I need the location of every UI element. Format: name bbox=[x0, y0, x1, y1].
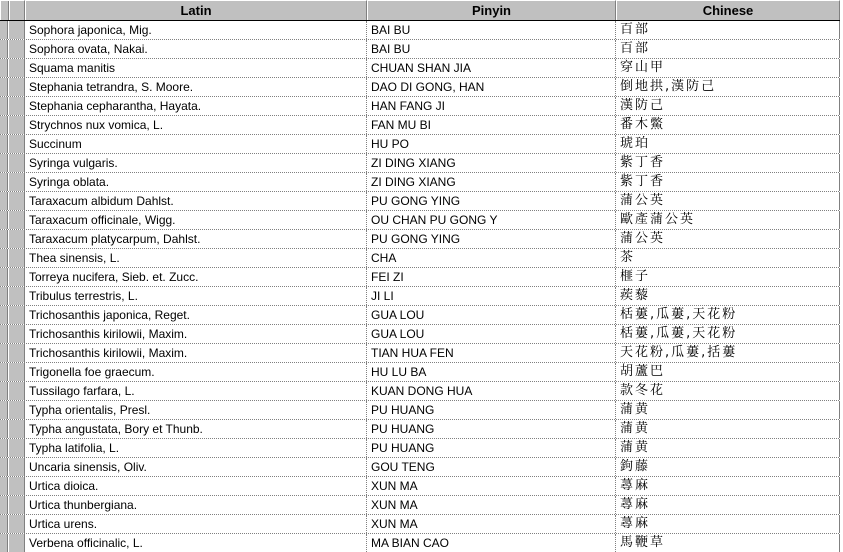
cell-pinyin[interactable]: GOU TENG bbox=[367, 458, 616, 476]
row-selector[interactable] bbox=[0, 496, 25, 514]
row-selector[interactable] bbox=[0, 173, 25, 191]
cell-chinese[interactable]: 蒲黄 bbox=[616, 401, 840, 419]
row-selector[interactable] bbox=[0, 420, 25, 438]
cell-pinyin[interactable]: HU LU BA bbox=[367, 363, 616, 381]
cell-pinyin[interactable]: BAI BU bbox=[367, 40, 616, 58]
header-row bbox=[0, 0, 843, 21]
cell-latin[interactable]: Stephania tetrandra, S. Moore. bbox=[25, 78, 367, 96]
row-selector[interactable] bbox=[0, 439, 25, 457]
cell-chinese[interactable]: 穿山甲 bbox=[616, 59, 840, 77]
cell-latin[interactable]: Strychnos nux vomica, L. bbox=[25, 116, 367, 134]
cell-pinyin[interactable]: TIAN HUA FEN bbox=[367, 344, 616, 362]
row-selector[interactable] bbox=[0, 534, 25, 552]
cell-latin[interactable]: Taraxacum albidum Dahlst. bbox=[25, 192, 367, 210]
cell-pinyin[interactable]: JI LI bbox=[367, 287, 616, 305]
table-row[interactable] bbox=[0, 287, 843, 306]
table-row[interactable] bbox=[0, 420, 843, 439]
cell-chinese[interactable]: 榧子 bbox=[616, 268, 840, 286]
cell-latin[interactable]: Uncaria sinensis, Oliv. bbox=[25, 458, 367, 476]
cell-latin[interactable]: Urtica urens. bbox=[25, 515, 367, 533]
cell-latin[interactable]: Typha orientalis, Presl. bbox=[25, 401, 367, 419]
cell-chinese[interactable]: 倒地拱,漢防己 bbox=[616, 78, 840, 96]
cell-chinese[interactable]: 蒺藜 bbox=[616, 287, 840, 305]
table-row[interactable] bbox=[0, 458, 843, 477]
cell-latin[interactable]: Torreya nucifera, Sieb. et. Zucc. bbox=[25, 268, 367, 286]
table-row[interactable] bbox=[0, 363, 843, 382]
row-selector[interactable] bbox=[0, 135, 25, 153]
cell-pinyin[interactable]: GUA LOU bbox=[367, 306, 616, 324]
row-selector[interactable] bbox=[0, 78, 25, 96]
table-row[interactable] bbox=[0, 249, 843, 268]
table-row[interactable] bbox=[0, 306, 843, 325]
column-header-latin[interactable]: Latin bbox=[25, 0, 367, 20]
row-selector[interactable] bbox=[0, 192, 25, 210]
cell-chinese[interactable]: 款冬花 bbox=[616, 382, 840, 400]
cell-latin[interactable]: Urtica thunbergiana. bbox=[25, 496, 367, 514]
cell-latin[interactable]: Tribulus terrestris, L. bbox=[25, 287, 367, 305]
cell-chinese[interactable]: 番木鱉 bbox=[616, 116, 840, 134]
table-row[interactable] bbox=[0, 230, 843, 249]
row-selector[interactable] bbox=[0, 287, 25, 305]
cell-pinyin[interactable]: CHA bbox=[367, 249, 616, 267]
cell-chinese[interactable]: 蒲黄 bbox=[616, 439, 840, 457]
cell-chinese[interactable]: 漢防己 bbox=[616, 97, 840, 115]
cell-pinyin[interactable]: HAN FANG JI bbox=[367, 97, 616, 115]
row-selector[interactable] bbox=[0, 230, 25, 248]
table-row[interactable] bbox=[0, 21, 843, 40]
header-row-selector[interactable] bbox=[0, 0, 25, 20]
cell-latin[interactable]: Trichosanthis japonica, Reget. bbox=[25, 306, 367, 324]
cell-chinese[interactable]: 蒲黄 bbox=[616, 420, 840, 438]
table-row[interactable] bbox=[0, 211, 843, 230]
cell-latin[interactable]: Taraxacum officinale, Wigg. bbox=[25, 211, 367, 229]
cell-latin[interactable]: Typha angustata, Bory et Thunb. bbox=[25, 420, 367, 438]
cell-latin[interactable]: Trigonella foe graecum. bbox=[25, 363, 367, 381]
cell-pinyin[interactable]: PU GONG YING bbox=[367, 192, 616, 210]
cell-chinese[interactable]: 馬鞭草 bbox=[616, 534, 840, 552]
table-body bbox=[0, 21, 843, 552]
cell-pinyin[interactable]: XUN MA bbox=[367, 515, 616, 533]
cell-latin[interactable]: Tussilago farfara, L. bbox=[25, 382, 367, 400]
cell-chinese[interactable]: 栝蔞,瓜蔞,天花粉 bbox=[616, 306, 840, 324]
cell-chinese[interactable]: 蕁麻 bbox=[616, 515, 840, 533]
cell-chinese[interactable]: 胡蘆巴 bbox=[616, 363, 840, 381]
cell-pinyin[interactable]: GUA LOU bbox=[367, 325, 616, 343]
cell-latin[interactable]: Urtica dioica. bbox=[25, 477, 367, 495]
column-header-pinyin[interactable]: Pinyin bbox=[367, 0, 616, 20]
cell-pinyin[interactable]: ZI DING XIANG bbox=[367, 173, 616, 191]
cell-pinyin[interactable]: MA BIAN CAO bbox=[367, 534, 616, 552]
cell-pinyin[interactable]: HU PO bbox=[367, 135, 616, 153]
cell-latin[interactable]: Syringa oblata. bbox=[25, 173, 367, 191]
cell-latin[interactable]: Trichosanthis kirilowii, Maxim. bbox=[25, 325, 367, 343]
cell-pinyin[interactable]: CHUAN SHAN JIA bbox=[367, 59, 616, 77]
cell-latin[interactable]: Sophora ovata, Nakai. bbox=[25, 40, 367, 58]
row-selector[interactable] bbox=[0, 268, 25, 286]
row-selector[interactable] bbox=[0, 21, 25, 39]
cell-chinese[interactable]: 茶 bbox=[616, 249, 840, 267]
cell-latin[interactable]: Squama manitis bbox=[25, 59, 367, 77]
row-selector[interactable] bbox=[0, 325, 25, 343]
cell-pinyin[interactable]: FEI ZI bbox=[367, 268, 616, 286]
table-row[interactable] bbox=[0, 401, 843, 420]
cell-latin[interactable]: Trichosanthis kirilowii, Maxim. bbox=[25, 344, 367, 362]
table-row[interactable] bbox=[0, 515, 843, 534]
cell-latin[interactable]: Succinum bbox=[25, 135, 367, 153]
cell-chinese[interactable]: 蒲公英 bbox=[616, 192, 840, 210]
cell-chinese[interactable]: 蒲公英 bbox=[616, 230, 840, 248]
cell-pinyin[interactable]: PU HUANG bbox=[367, 439, 616, 457]
cell-pinyin[interactable]: PU HUANG bbox=[367, 420, 616, 438]
cell-chinese[interactable]: 琥珀 bbox=[616, 135, 840, 153]
table-row[interactable] bbox=[0, 154, 843, 173]
table-row[interactable] bbox=[0, 344, 843, 363]
cell-pinyin[interactable]: PU GONG YING bbox=[367, 230, 616, 248]
cell-pinyin[interactable]: XUN MA bbox=[367, 496, 616, 514]
cell-latin[interactable]: Syringa vulgaris. bbox=[25, 154, 367, 172]
cell-chinese[interactable]: 天花粉,瓜蔞,括蔞 bbox=[616, 344, 840, 362]
row-selector[interactable] bbox=[0, 363, 25, 381]
table-row[interactable] bbox=[0, 116, 843, 135]
cell-chinese[interactable]: 鉤藤 bbox=[616, 458, 840, 476]
cell-latin[interactable]: Verbena officinalic, L. bbox=[25, 534, 367, 552]
table-row[interactable] bbox=[0, 325, 843, 344]
cell-latin[interactable]: Typha latifolia, L. bbox=[25, 439, 367, 457]
row-selector[interactable] bbox=[0, 401, 25, 419]
table-row[interactable] bbox=[0, 382, 843, 401]
table-row[interactable] bbox=[0, 59, 843, 78]
cell-pinyin[interactable]: BAI BU bbox=[367, 21, 616, 39]
cell-chinese[interactable]: 百部 bbox=[616, 21, 840, 39]
row-selector[interactable] bbox=[0, 382, 25, 400]
row-selector[interactable] bbox=[0, 344, 25, 362]
cell-chinese[interactable]: 蕁麻 bbox=[616, 496, 840, 514]
row-selector[interactable] bbox=[0, 154, 25, 172]
row-selector[interactable] bbox=[0, 477, 25, 495]
table-row[interactable] bbox=[0, 534, 843, 552]
cell-pinyin[interactable]: OU CHAN PU GONG Y bbox=[367, 211, 616, 229]
cell-chinese[interactable]: 百部 bbox=[616, 40, 840, 58]
cell-latin[interactable]: Sophora japonica, Mig. bbox=[25, 21, 367, 39]
row-selector[interactable] bbox=[0, 116, 25, 134]
cell-pinyin[interactable]: FAN MU BI bbox=[367, 116, 616, 134]
table-row[interactable] bbox=[0, 496, 843, 515]
cell-latin[interactable]: Stephania cepharantha, Hayata. bbox=[25, 97, 367, 115]
row-selector[interactable] bbox=[0, 515, 25, 533]
row-selector[interactable] bbox=[0, 59, 25, 77]
cell-latin[interactable]: Taraxacum platycarpum, Dahlst. bbox=[25, 230, 367, 248]
table-row[interactable] bbox=[0, 268, 843, 287]
table-row[interactable] bbox=[0, 97, 843, 116]
cell-pinyin[interactable]: KUAN DONG HUA bbox=[367, 382, 616, 400]
table-row[interactable] bbox=[0, 173, 843, 192]
row-selector[interactable] bbox=[0, 40, 25, 58]
table-row[interactable] bbox=[0, 439, 843, 458]
cell-chinese[interactable]: 紫丁香 bbox=[616, 154, 840, 172]
cell-chinese[interactable]: 紫丁香 bbox=[616, 173, 840, 191]
cell-pinyin[interactable]: PU HUANG bbox=[367, 401, 616, 419]
cell-chinese[interactable]: 栝蔞,瓜蔞,天花粉 bbox=[616, 325, 840, 343]
table-row[interactable] bbox=[0, 477, 843, 496]
table-row[interactable] bbox=[0, 78, 843, 97]
row-selector[interactable] bbox=[0, 458, 25, 476]
column-header-chinese[interactable]: Chinese bbox=[616, 0, 840, 20]
cell-chinese[interactable]: 蕁麻 bbox=[616, 477, 840, 495]
cell-chinese[interactable]: 歐產蒲公英 bbox=[616, 211, 840, 229]
cell-pinyin[interactable]: ZI DING XIANG bbox=[367, 154, 616, 172]
row-selector[interactable] bbox=[0, 211, 25, 229]
table-row[interactable] bbox=[0, 40, 843, 59]
table-row[interactable] bbox=[0, 192, 843, 211]
cell-latin[interactable]: Thea sinensis, L. bbox=[25, 249, 367, 267]
cell-pinyin[interactable]: DAO DI GONG, HAN bbox=[367, 78, 616, 96]
row-selector[interactable] bbox=[0, 249, 25, 267]
table-row[interactable] bbox=[0, 135, 843, 154]
row-selector[interactable] bbox=[0, 306, 25, 324]
cell-pinyin[interactable]: XUN MA bbox=[367, 477, 616, 495]
row-selector[interactable] bbox=[0, 97, 25, 115]
